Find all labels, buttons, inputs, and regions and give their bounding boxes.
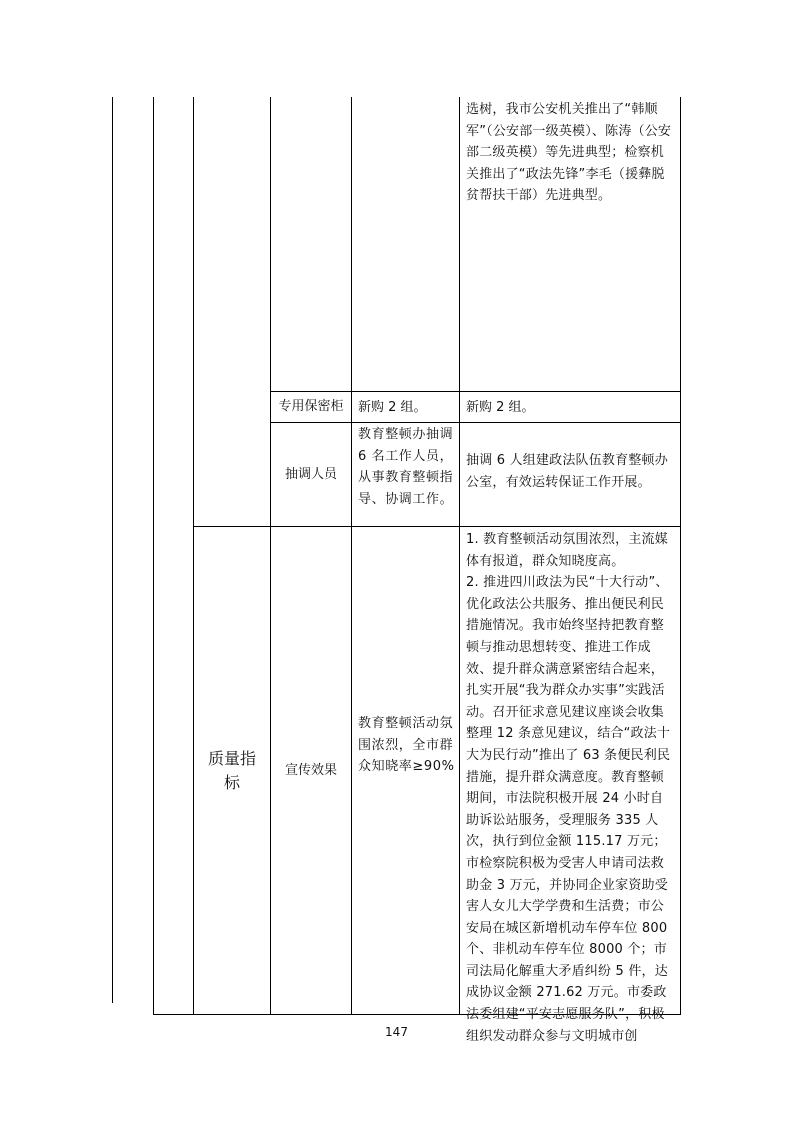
row-2-target: 新购 2 组。 <box>358 400 427 415</box>
row-3-item: 抽调人员 <box>284 466 337 482</box>
grid-line <box>112 97 113 1003</box>
grid-line <box>459 97 460 1015</box>
quality-category: 质量指 标 <box>207 748 256 792</box>
quality-item: 宣传效果 <box>284 762 337 778</box>
row-1-target <box>352 97 459 391</box>
row-1-actual: 选树，我市公安机关推出了“韩顺军”（公安部一级英模）、陈涛（公安部二级英模）等先进典型；检察机关推出了“政法先锋”李毛（援彝脱贫帮扶干部）先进典型。 <box>466 102 672 204</box>
grid-line <box>680 97 681 1015</box>
quality-actual: 1. 教育整顿活动氛围浓烈，主流媒体有报道，群众知晓度高。 2. 推进四川政法为民“十大行动”、优化政法公共服务、推出便民利民措施情况。我市始终坚持把教育整顿与推动思想转变、推进工作成效、提升群众满意紧密结合起来，扎实开展“我为群众办实事”实践活动。召开征求意见建议座谈会收集整理 12 条意见建议，结合“政法十大为民行动”推出了 63 条便民利民措施，提升群众满意度。教育整顿期间，市法院积极开展 24 小时自助诉讼站服务，受理服务 335 人次，执行到位金额 115.17 万元；市检察院积极为受害人申请司法救助金 3 万元，并协同企业家资助受害人女儿大学学费和生活费；市公安局在城区新增机动车停车位 800 个、非机动车停车位 8000 个；市司法局化解重大矛盾纠纷 5 件，达成协议金额 271.62 万元。市委政法委组建“平安志愿服务队”，积极组织发动群众参与文明城市创 <box>466 532 671 1044</box>
row-3-actual: 抽调 6 人组建政法队伍教育整顿办公室，有效运转保证工作开展。 <box>466 453 668 490</box>
row-2-item: 专用保密柜 <box>278 399 344 415</box>
row-3-target: 教育整顿办抽调 6 名工作人员，从事教育整顿指导、协调工作。 <box>358 427 454 507</box>
row-2-actual: 新购 2 组。 <box>466 400 535 415</box>
page-number: 147 <box>385 1025 408 1039</box>
row-1-item <box>271 97 351 391</box>
quality-target: 教育整顿活动氛围浓烈，全市群众知晓率≥90% <box>358 716 455 775</box>
grid-line <box>153 97 154 1015</box>
